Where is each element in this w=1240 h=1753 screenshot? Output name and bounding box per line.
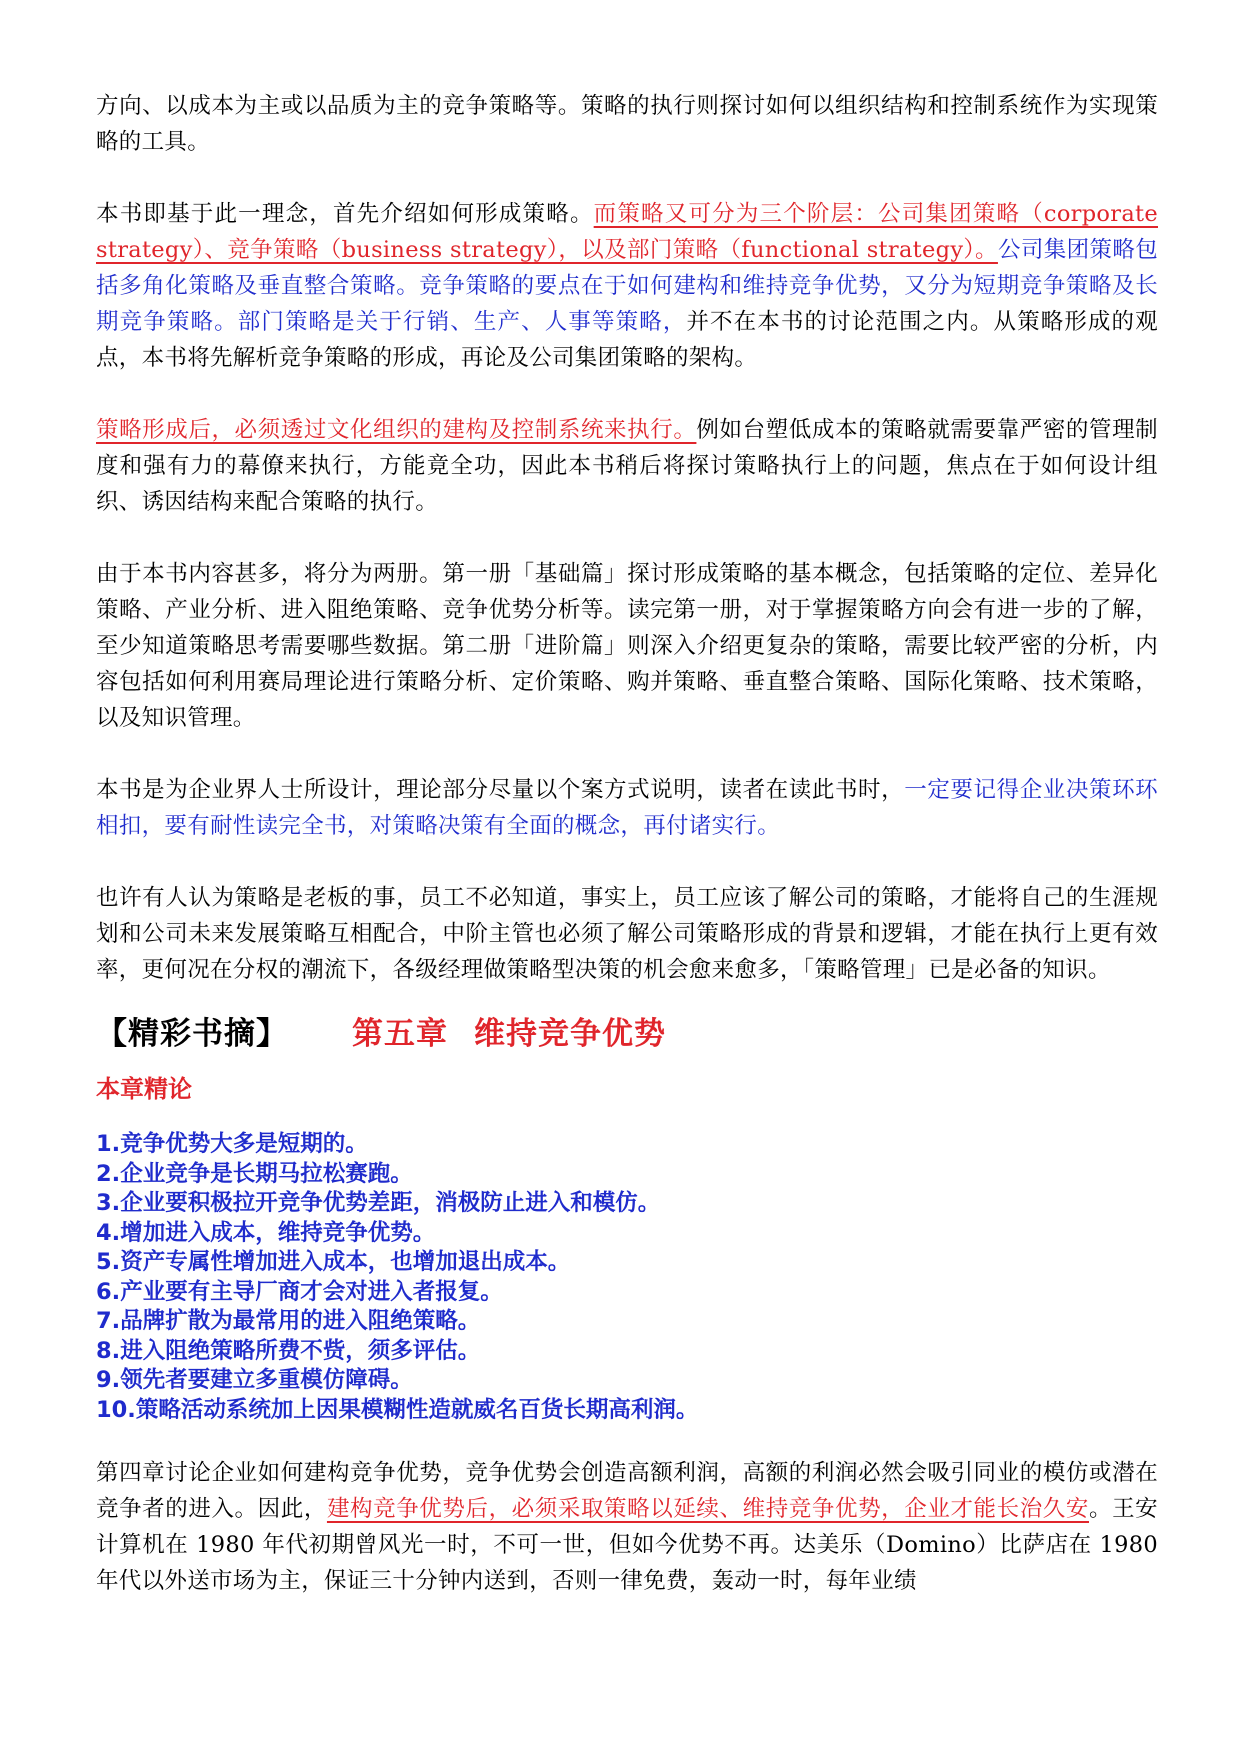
paragraph-gap — [96, 736, 1158, 772]
chapter-name: 维持竞争优势 — [474, 1016, 666, 1052]
summary-item: 7.品牌扩散为最常用的进入阻绝策略。 — [96, 1308, 481, 1334]
paragraph-text: 方向、以成本为主或以品质为主的竞争策略等。策略的执行则探讨如何以组织结构和控制系统作为实现策略的工具。 — [96, 93, 1158, 155]
paragraph-gap — [96, 1425, 1158, 1455]
paragraph-text: 本书即基于此一理念，首先介绍如何形成策略。 — [96, 201, 594, 227]
chapter-title — [352, 1008, 666, 1053]
paragraph-execution-control — [96, 412, 1158, 520]
paragraph-gap — [96, 520, 1158, 556]
paragraph-chapter-intro — [96, 1455, 1158, 1599]
paragraph-gap — [96, 160, 1158, 196]
paragraph-gap — [96, 376, 1158, 412]
chapter-number: 第五章 — [352, 1016, 448, 1052]
paragraph-strategy-execution — [96, 88, 1158, 160]
paragraph-text: 。王安计算机在 1980 年代初期曾风光一时，不可一世，但如今优势不再。达美乐（Domino）比萨店在 1980 年代以外送市场为主，保证三十分钟内送到，否则一律免费，轰动一时，每年业绩 — [96, 1496, 1158, 1594]
highlight-red-underline: 策略形成后，必须透过文化组织的建构及控制系统来执行。 — [96, 417, 697, 443]
document-page — [96, 88, 1158, 1599]
summary-item: 9.领先者要建立多重模仿障碍。 — [96, 1367, 413, 1393]
paragraph-text: 例如台塑低成本的策略就需要靠严密的管理制度和强有力的幕僚来执行，方能竟全功，因此本书稍后将探讨策略执行上的问题，焦点在于如何设计组织、诱因结构来配合策略的执行。 — [96, 417, 1158, 515]
highlight-blue: 一定要记得企业决策环环相扣，要有耐性读完全书，对策略决策有全面的概念，再付诸实行。 — [96, 777, 1158, 839]
summary-item: 1.竞争优势大多是短期的。 — [96, 1131, 368, 1157]
paragraph-text: 也许有人认为策略是老板的事，员工不必知道，事实上，员工应该了解公司的策略，才能将自己的生涯规划和公司未来发展策略互相配合，中阶主管也必须了解公司策略形成的背景和逻辑，才能在执行上更有效率，更何况在分权的潮流下，各级经理做策略型决策的机会愈来愈多，「策略管理」已是必备的知识。 — [96, 885, 1158, 983]
highlight-red-underline: 建构竞争优势后，必须采取策略以延续、维持竞争优势，企业才能长治久安 — [326, 1496, 1089, 1522]
summary-heading: 本章精论 — [96, 1075, 192, 1103]
highlight-blue: 公司集团策略包括多角化策略及垂直整合策略。竞争策略的要点在于如何建构和维持竞争优势，又分为短期竞争策略及长期竞争策略。部门策略是关于行销、生产、人事等策略， — [96, 237, 1158, 335]
paragraph-text: 由于本书内容甚多，将分为两册。第一册「基础篇」探讨形成策略的基本概念，包括策略的定位、差异化策略、产业分析、进入阻绝策略、竞争优势分析等。读完第一册，对于掌握策略方向会有进一步的了解，至少知道策略思考需要哪些数据。第二册「进阶篇」则深入介绍更复杂的策略，需要比较严密的分析，内容包括如何利用赛局理论进行策略分析、定价策略、购并策略、垂直整合策略、国际化策略、技术策略，以及知识管理。 — [96, 561, 1158, 731]
paragraph-readers — [96, 772, 1158, 844]
summary-item: 6.产业要有主导厂商才会对进入者报复。 — [96, 1278, 503, 1305]
paragraph-employees — [96, 880, 1158, 988]
highlight-red-underline: 而策略又可分为三个阶层：公司集团策略（corporate strategy）、竞争策略（business strategy），以及部门策略（functional strategy）。 — [96, 201, 1158, 263]
paragraph-text: 本书是为企业界人士所设计，理论部分尽量以个案方式说明，读者在读此书时， — [96, 777, 905, 803]
paragraph-text: 第四章讨论企业如何建构竞争优势，竞争优势会创造高额利润，高额的利润必然会吸引同业的模仿或潜在竞争者的进入。因此， — [96, 1460, 1158, 1522]
paragraph-two-volumes — [96, 556, 1158, 736]
paragraph-text: 并不在本书的讨论范围之内。从策略形成的观点，本书将先解析竞争策略的形成，再论及公司集团策略的架构。 — [96, 309, 1158, 371]
excerpt-label: 【精彩书摘】 — [96, 1016, 288, 1052]
summary-item: 4.增加进入成本，维持竞争优势。 — [96, 1219, 436, 1246]
paragraph-strategy-levels — [96, 196, 1158, 376]
summary-item: 8.进入阻绝策略所费不赀，须多评估。 — [96, 1337, 481, 1364]
paragraph-gap — [96, 844, 1158, 880]
summary-item: 5.资产专属性增加进入成本，也增加退出成本。 — [96, 1249, 571, 1275]
summary-list — [96, 1130, 1158, 1425]
summary-item: 3.企业要积极拉开竞争优势差距，消极防止进入和模仿。 — [96, 1190, 661, 1216]
excerpt-heading — [96, 1008, 1158, 1060]
summary-item: 2.企业竞争是长期马拉松赛跑。 — [96, 1160, 413, 1187]
summary-item: 10.策略活动系统加上因果模糊性造就威名百货长期高利润。 — [96, 1396, 699, 1423]
